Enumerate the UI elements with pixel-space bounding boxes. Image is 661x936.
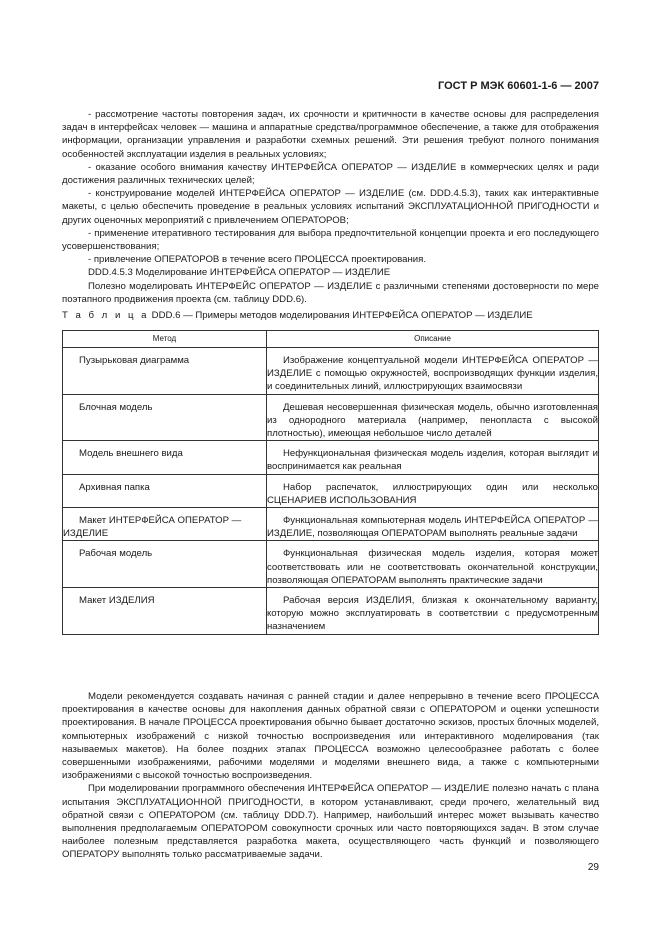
column-header-description: Описание	[267, 331, 599, 348]
table-row	[63, 594, 599, 634]
method-cell: Макет ИЗДЕЛИЯ	[63, 594, 267, 634]
method-cell: Модель внешнего вида	[63, 447, 267, 474]
table-title: DDD.6 — Примеры методов моделирования ИНТЕРФЕЙСА ОПЕРАТОР — ИЗДЕЛИЕ	[151, 310, 533, 321]
body-text-top	[62, 108, 599, 306]
method-cell: Архивная папка	[63, 481, 267, 508]
paragraph: Полезно моделировать ИНТЕРФЕЙС ОПЕРАТОР — ИЗДЕЛИЕ с различными степенями достоверности по мере поэтапного продвижения проекта (см. таблицу DDD.6).	[62, 280, 599, 305]
paragraph: - рассмотрение частоты повторения задач, их срочности и критичности в качестве основы для распределения задач в интерфейсах человек — машина и аппаратные средства/программное обеспечение, а также для отображения информации, организации управления и разработки схемных решений. Эти решения требуют полного понимания особенностей эксплуатации изделия в реальных условиях;	[62, 109, 599, 160]
paragraph: - оказание особого внимания качеству ИНТЕРФЕЙСА ОПЕРАТОР — ИЗДЕЛИЕ в коммерческих целях и ради достижения различных технических целей;	[62, 161, 599, 187]
description-cell: Функциональная компьютерная модель ИНТЕРФЕЙСА ОПЕРАТОР — ИЗДЕЛИЕ, позволяющая ОПЕРАТОРАМ выполнять реальные задачи	[267, 515, 598, 540]
table-row	[63, 514, 599, 541]
description-cell: Набор распечаток, иллюстрирующих один или несколько СЦЕНАРИЕВ ИСПОЛЬЗОВАНИЯ	[267, 481, 598, 506]
paragraph: Модели рекомендуется создавать начиная с ранней стадии и далее непрерывно в течение всего ПРОЦЕССА проектирования в качестве основы для накопления данных обратной связи с ОПЕРАТОРОМ и оценки успешности проектирования. В начале ПРОЦЕССА проектирования обычно бывает достаточно эскизов, простых блочных моделей, компьютерных изображений с низкой точностью воспроизведения или интерактивного моделирования (так называемых макетов). На более поздних этапах ПРОЦЕССА возможно целесообразнее работать с более совершенными изображениями, рабочими моделями и моделями внешнего вида, а также с компьютерными изображениями с высокой точностью воспроизведения.	[62, 691, 599, 782]
column-header-method: Метод	[63, 331, 267, 348]
paragraph: - применение итеративного тестирования для выбора предпочтительной концепции проекта и его последующего усовершенствования;	[62, 227, 599, 253]
method-cell: Блочная модель	[63, 401, 267, 441]
table-label: Т а б л и ц а	[62, 310, 149, 321]
table-row	[63, 354, 599, 394]
table-row	[63, 481, 599, 508]
description-cell: Нефункциональная физическая модель изделия, которая выглядит и воспринимается как реальная	[267, 448, 598, 473]
paragraph: - конструирование моделей ИНТЕРФЕЙСА ОПЕРАТОР — ИЗДЕЛИЕ (см. DDD.4.5.3), таких как интерактивные макеты, с целью обеспечить проведение в реальных условиях испытаний ЭКСПЛУАТАЦИОННОЙ ПРИГОДНОСТИ и других оценочных мероприятий с привлечением ОПЕРАТОРОВ;	[62, 188, 599, 226]
methods-table	[62, 330, 599, 635]
description-cell: Функциональная физическая модель изделия, которая может соответствовать или не соответствовать окончательной конструкции, позволяющая ОПЕРАТОРАМ выполнять практические задачи	[267, 548, 598, 586]
page-number: 29	[587, 862, 599, 873]
table-row	[63, 547, 599, 587]
description-cell: Рабочая версия ИЗДЕЛИЯ, близкая к окончательному варианту, которую можно эксплуатировать в соответствии с предусмотренным назначением	[267, 595, 598, 633]
body-text-bottom	[62, 690, 599, 862]
table-header-row	[63, 331, 599, 348]
method-cell: Пузырьковая диаграмма	[63, 354, 267, 394]
table-caption	[62, 310, 533, 321]
paragraph: При моделировании программного обеспечения ИНТЕРФЕЙСА ОПЕРАТОР — ИЗДЕЛИЕ полезно начать с плана испытания ЭКСПЛУАТАЦИОННОЙ ПРИГОДНОСТИ, в котором устанавливают, среди прочего, желательный вид обратной связи с ОПЕРАТОРОМ (см. таблицу DDD.7). Например, наибольший интерес может вызывать качество выполнения предполагаемым ОПЕРАТОРОМ совокупности срочных или часто повторяющихся задач. В этом случае наиболее полезным представляется разработка макета, осуществляющего часть функций и позволяющего ОПЕРАТОРУ выполнять только рассматриваемые задачи.	[62, 783, 599, 861]
table-row	[63, 447, 599, 474]
method-cell: Макет ИНТЕРФЕЙСА ОПЕРАТОР — ИЗДЕЛИЕ	[63, 514, 267, 541]
document-header: ГОСТ Р МЭК 60601-1-6 — 2007	[438, 80, 599, 92]
method-cell: Рабочая модель	[63, 547, 267, 587]
description-cell: Дешевая несовершенная физическая модель, обычно изготовленная из однородного материала (например, пенопласта с высокой плотностью), имеющая небольшое число деталей	[267, 401, 598, 440]
section-heading: DDD.4.5.3 Моделирование ИНТЕРФЕЙСА ОПЕРАТОР — ИЗДЕЛИЕ	[88, 267, 391, 279]
description-cell: Изображение концептуальной модели ИНТЕРФЕЙСА ОПЕРАТОР — ИЗДЕЛИЕ с помощью окружностей, воспроизводящих функции изделия, и соединительных линий, иллюстрирующих взаимосвязи	[267, 355, 598, 393]
paragraph: - привлечение ОПЕРАТОРОВ в течение всего ПРОЦЕССА проектирования.	[88, 254, 426, 266]
table-row	[63, 401, 599, 441]
